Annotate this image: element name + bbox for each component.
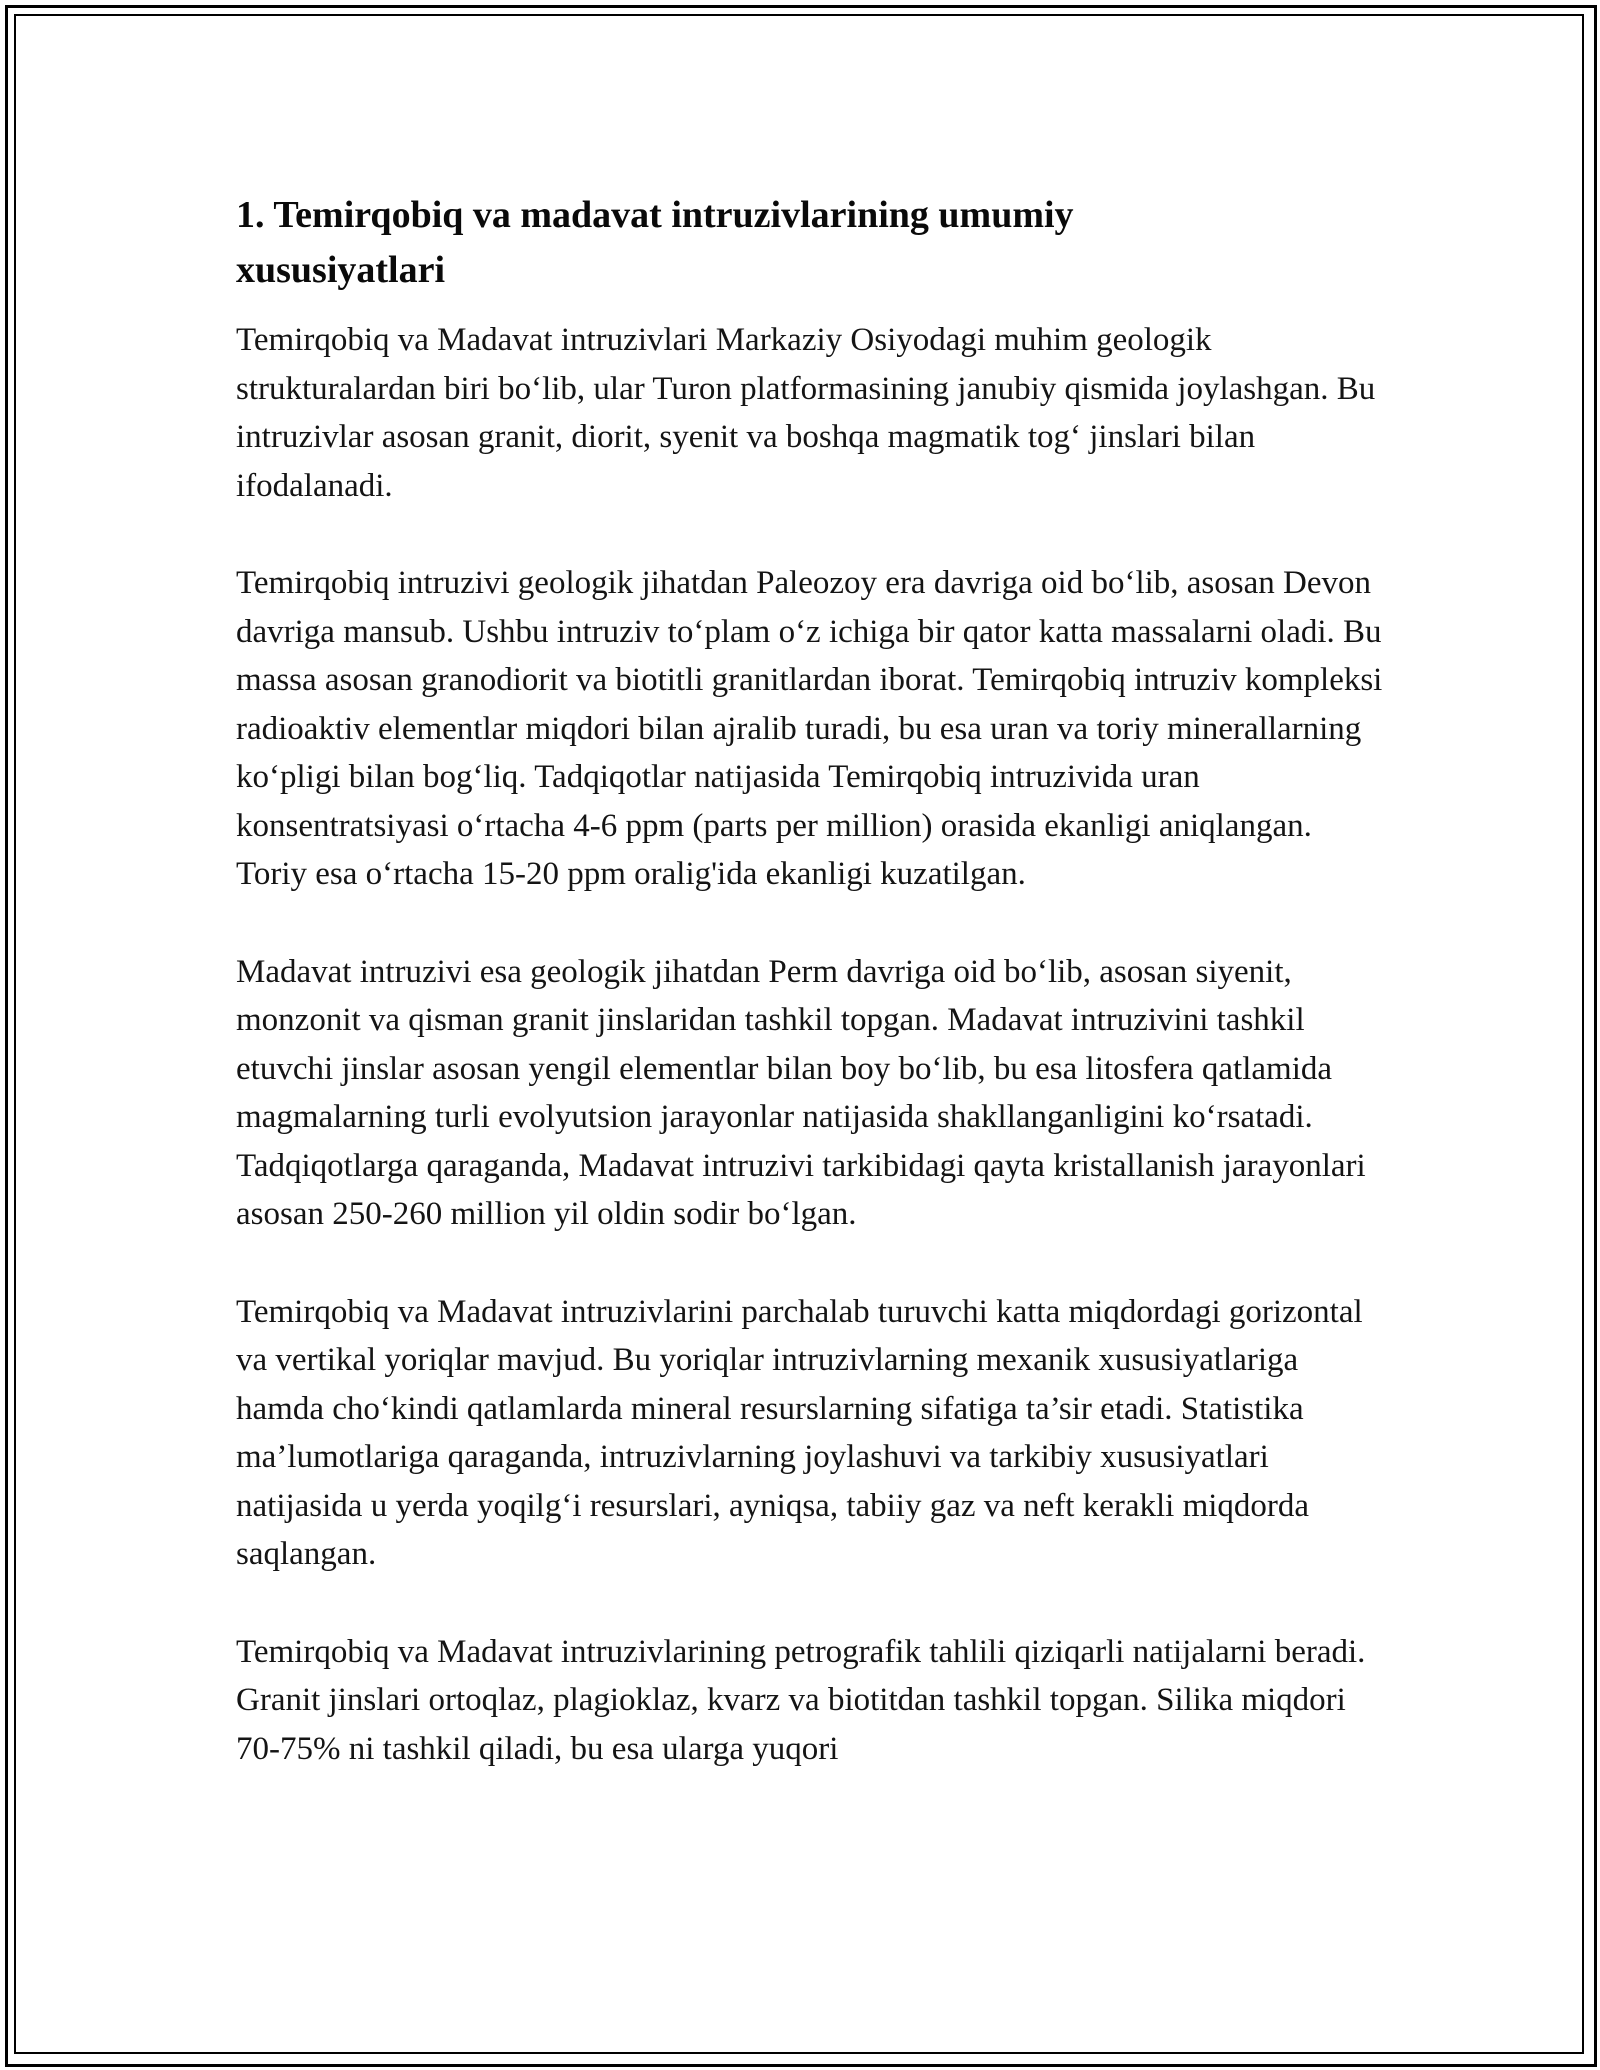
paragraph-intro: Temirqobiq va Madavat intruzivlari Markaziy Osiyodagi muhim geologik strukturalardan biri bo‘lib, ular Turon platformasining janubiy qismida joylashgan. Bu intruzivlar asosan granit, diorit, syenit va boshqa magmatik tog‘ jinslari bilan ifodalanadi. xyxy=(236,322,1376,504)
paragraph-temirqobiq: Temirqobiq intruzivi geologik jihatdan Paleozoy era davriga oid bo‘lib, asosan Devon davriga mansub. Ushbu intruziv to‘plam o‘z ichiga bir qator katta massalarni oladi. Bu massa asosan granodiorit va biotitli granitlardan iborat. Temirqobiq intruziv kompleksi radioaktiv elementlar miqdori bilan ajralib turadi, bu esa uran va toriy minerallarning ko‘pligi bilan bog‘liq. Tadqiqotlar natijasida Temirqobiq intruzivida uran konsentratsiyasi o‘rtacha 4-6 ppm (parts per million) orasida ekanligi aniqlangan. Toriy esa o‘rtacha 15-20 ppm oralig'ida ekanligi kuzatilgan. xyxy=(236,565,1383,892)
paragraph-petrography: Temirqobiq va Madavat intruzivlarining petrografik tahlili qiziqarli natijalarni beradi. Granit jinslari ortoqlaz, plagioklaz, kvarz va biotitdan tashkil topgan. Silika miqdori 70-75% ni tashkil qiladi, bu esa ularga yuqori xyxy=(236,1633,1366,1767)
paragraph-madavat: Madavat intruzivi esa geologik jihatdan Perm davriga oid bo‘lib, asosan siyenit, monzonit va qisman granit jinslaridan tashkil topgan. Madavat intruzivini tashkil etuvchi jinslar asosan yengil elementlar bilan boy bo‘lib, bu esa litosfera qatlamida magmalarning turli evolyutsion jarayonlar natijasida shakllanganligini ko‘rsatadi. Tadqiqotlarga qaraganda, Madavat intruzivi tarkibidagi qayta kristallanish jarayonlari asosan 250-260 million yil oldin sodir bo‘lgan. xyxy=(236,953,1366,1232)
paragraph-faults: Temirqobiq va Madavat intruzivlarini parchalab turuvchi katta miqdordagi gorizontal va vertikal yoriqlar mavjud. Bu yoriqlar intruzivlarning mexanik xususiyatlariga hamda cho‘kindi qatlamlarda mineral resurslarning sifatiga ta’sir etadi. Statistika ma’lumotlariga qaraganda, intruzivlarning joylashuvi va tarkibiy xususiyatlari natijasida u yerda yoqilg‘i resurslari, ayniqsa, tabiiy gaz va neft kerakli miqdorda saqlangan. xyxy=(236,1293,1363,1572)
section-heading: 1. Temirqobiq va madavat intruzivlarining umumiy xususiyatlari xyxy=(236,194,1074,291)
document-body xyxy=(236,188,1386,1822)
